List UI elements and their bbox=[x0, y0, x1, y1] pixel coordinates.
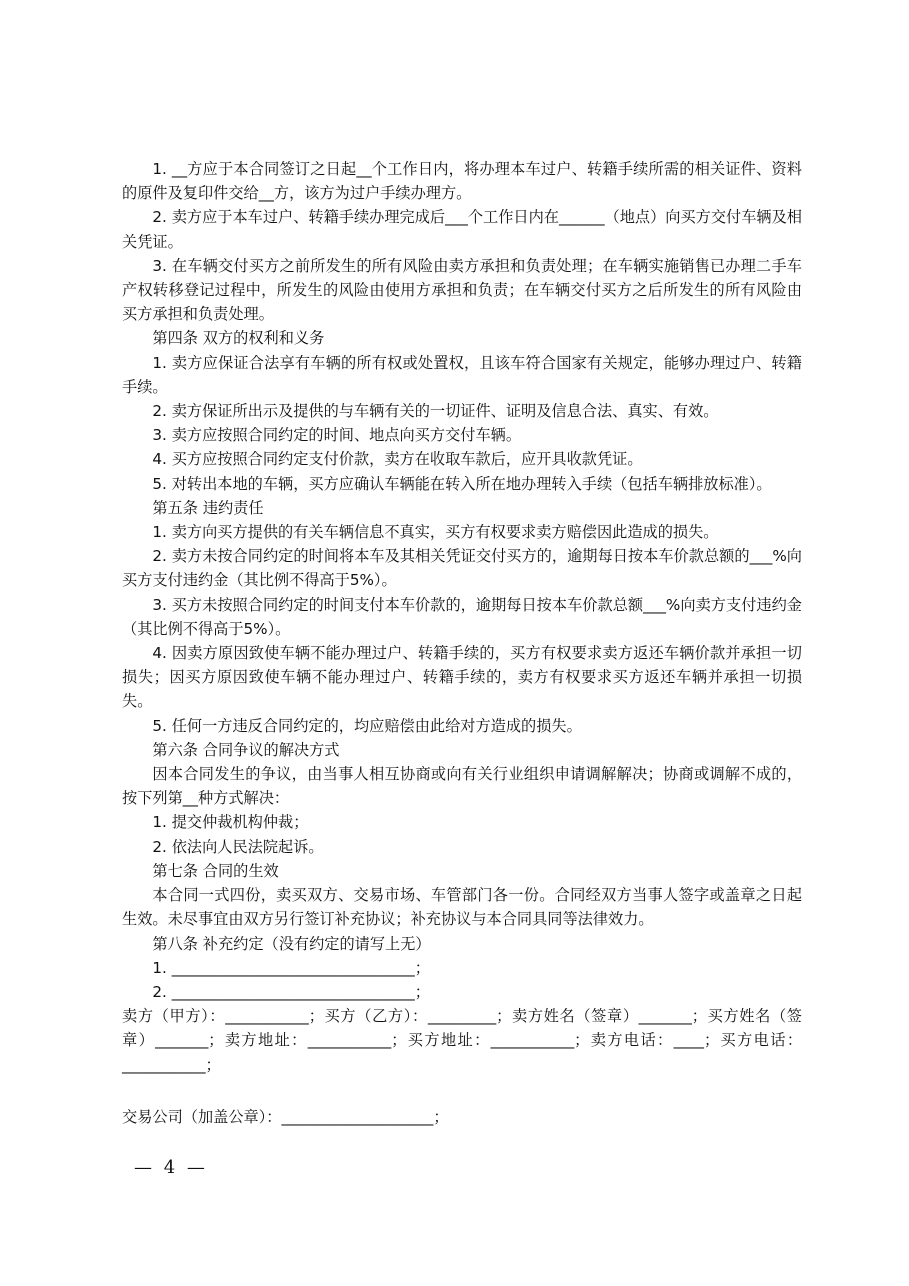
clause-4-1: 1. 卖方应保证合法享有车辆的所有权或处置权，且该车符合国家有关规定，能够办理过户、转籍手续。 bbox=[122, 353, 802, 396]
clause-4-3: 3. 卖方应按照合同约定的时间、地点向买方交付车辆。 bbox=[152, 426, 522, 445]
company-seal-line: 交易公司（加盖公章）：____________________； bbox=[122, 1107, 449, 1126]
article-6-heading: 第六条 合同争议的解决方式 bbox=[152, 740, 340, 759]
clause-4-2: 2. 卖方保证所出示及提供的与车辆有关的一切证件、证明及信息合法、真实、有效。 bbox=[152, 402, 719, 421]
clause-6-1: 1. 提交仲裁机构仲裁； bbox=[152, 813, 309, 832]
clause-5-3: 3. 买方未按照合同约定的时间支付本车价款的，逾期每日按本车价款总额___%向卖方支付违约金（其比例不得高于5%）。 bbox=[122, 595, 802, 638]
clause-5-2: 2. 卖方未按合同约定的时间将本车及其相关凭证交付买方的，逾期每日按本车价款总额的___%向买方支付违约金（其比例不得高于5%）。 bbox=[122, 547, 802, 590]
clause-3-3: 3. 在车辆交付买方之前所发生的所有风险由卖方承担和负责处理；在车辆实施销售已办理二手车产权转移登记过程中，所发生的风险由使用方承担和负责；在车辆交付买方之后所发生的所有风险由买方承担和负责处理。 bbox=[122, 256, 802, 324]
page-number: — 4 — bbox=[134, 1157, 208, 1178]
clause-3-2: 2. 卖方应于本车过户、转籍手续办理完成后___个工作日内在______（地点）向买方交付车辆及相关凭证。 bbox=[122, 208, 802, 251]
article-4-heading: 第四条 双方的权利和义务 bbox=[152, 329, 325, 348]
supplement-line-1: 1. ________________________________； bbox=[152, 958, 430, 977]
supplement-line-2: 2. ________________________________； bbox=[152, 982, 430, 1001]
clause-3-1: 1. __方应于本合同签订之日起__个工作日内，将办理本车过户、转籍手续所需的相关证件、资料的原件及复印件交给__方，该方为过户手续办理方。 bbox=[122, 160, 802, 203]
clause-6-2: 2. 依法向人民法院起诉。 bbox=[152, 837, 324, 856]
clause-5-5: 5. 任何一方违反合同约定的，均应赔偿由此给对方造成的损失。 bbox=[152, 716, 582, 735]
clause-5-4: 4. 因卖方原因致使车辆不能办理过户、转籍手续的，买方有权要求卖方返还车辆价款并承担一切损失；因买方原因致使车辆不能办理过户、转籍手续的，卖方有权要求买方返还车辆并承担一切损失。 bbox=[122, 644, 802, 711]
article-5-heading: 第五条 违约责任 bbox=[152, 498, 264, 517]
article-7-heading: 第七条 合同的生效 bbox=[152, 861, 279, 880]
article-7-text: 本合同一式四份，卖买双方、交易市场、车管部门各一份。合同经双方当事人签字或盖章之日起生效。未尽事宜由双方另行签订补充协议；补充协议与本合同具同等法律效力。 bbox=[122, 886, 802, 929]
article-6-text: 因本合同发生的争议，由当事人相互协商或向有关行业组织申请调解解决；协商或调解不成的，按下列第__种方式解决： bbox=[122, 765, 802, 808]
contract-body bbox=[122, 157, 802, 1129]
article-8-heading: 第八条 补充约定（没有约定的请写上无） bbox=[152, 934, 431, 953]
signature-block: 卖方（甲方）：___________；买方（乙方）：_________；卖方姓名（签章）_______；买方姓名（签章）_______；卖方地址：___________；买方地址：___________；卖方电话：____；买方电话：___________； bbox=[122, 1007, 802, 1074]
clause-4-5: 5. 对转出本地的车辆，买方应确认车辆能在转入所在地办理转入手续（包括车辆排放标准）。 bbox=[152, 474, 772, 493]
clause-5-1: 1. 卖方向买方提供的有关车辆信息不真实，买方有权要求卖方赔偿因此造成的损失。 bbox=[152, 523, 719, 542]
clause-4-4: 4. 买方应按照合同约定支付价款，卖方在收取车款后，应开具收款凭证。 bbox=[152, 450, 643, 469]
spacer bbox=[122, 1077, 802, 1101]
